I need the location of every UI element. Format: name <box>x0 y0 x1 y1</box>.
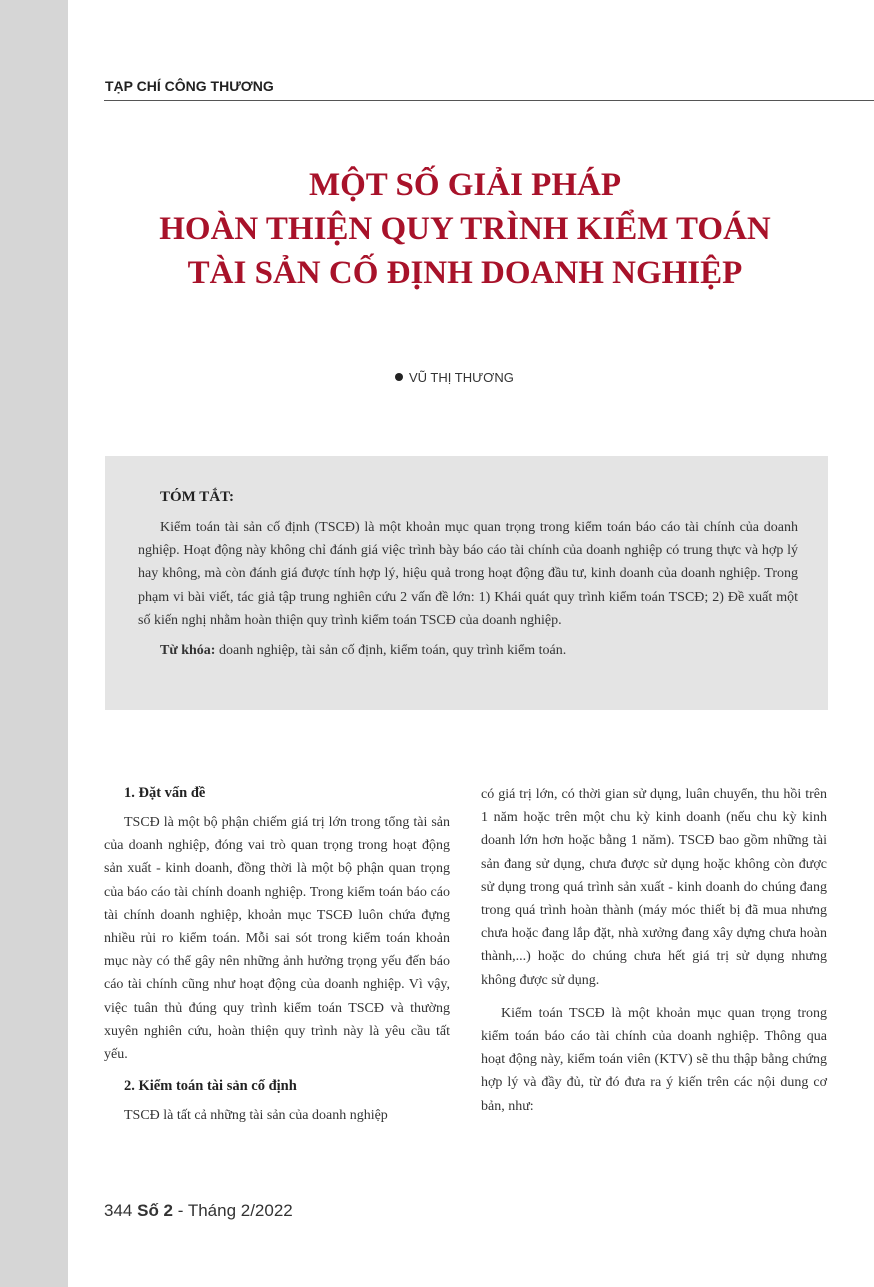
section-2-heading: 2. Kiểm toán tài sản cố định <box>124 1078 297 1095</box>
abstract-heading: TÓM TẮT: <box>160 489 235 505</box>
author-name: VŨ THỊ THƯƠNG <box>409 370 514 385</box>
author-line <box>395 370 514 385</box>
title-line-3: TÀI SẢN CỐ ĐỊNH DOANH NGHIỆP <box>187 255 743 291</box>
issue-date: - Tháng 2/2022 <box>173 1201 293 1220</box>
right-paragraph-1: có giá trị lớn, có thời gian sử dụng, luân chuyển, thu hồi trên 1 năm hoặc trên một chu kỳ kinh doanh (nếu chu kỳ kinh doanh lớn hơn hoặc bằng 1 năm). TSCĐ bao gồm những tài sản đang sử dụng, chưa được sử dụng hoặc không còn được sử dụng trong quá trình sản xuất - kinh doanh do chúng đang trong quá trình hoàn thành (máy móc thiết bị đã mua nhưng chưa hoặc đang lắp đặt, nhà xưởng đang xây dựng chưa hoàn thành,...) hoặc do chúng chưa hết giá trị sử dụng nhưng không được sử dụng. <box>481 787 827 988</box>
keywords-label: Từ khóa: <box>160 643 216 659</box>
keywords-line <box>138 639 798 662</box>
right-paragraph-2: Kiểm toán TSCĐ là một khoản mục quan trọng trong kiểm toán báo cáo tài chính của doanh nghiệp. Thông qua hoạt động này, kiểm toán viên (KTV) sẽ thu thập bằng chứng hợp lý và đầy đủ, từ đó đưa ra ý kiến trên các nội dung cơ bản, như: <box>481 1005 827 1114</box>
keywords-text: doanh nghiệp, tài sản cố định, kiểm toán, quy trình kiểm toán. <box>215 643 567 659</box>
section-1-heading: 1. Đặt vấn đề <box>124 785 206 801</box>
abstract-text: Kiểm toán tài sản cố định (TSCĐ) là một khoản mục quan trọng trong kiểm toán báo cáo tài chính của doanh nghiệp. Hoạt động này không chỉ đánh giá việc trình bày báo cáo tài chính của doanh nghiệp có trung thực và hợp lý hay không, mà còn đánh giá được tính hợp lý, hiệu quả trong hoạt động đầu tư, kinh doanh của doanh nghiệp. Trong phạm vi bài viết, tác giả tập trung nghiên cứu 2 vấn đề lớn: 1) Khái quát quy trình kiểm toán TSCĐ; 2) Đề xuất một số kiến nghị nhằm hoàn thiện quy trình kiểm toán TSCĐ của doanh nghiệp. <box>138 520 798 628</box>
journal-header: TẠP CHÍ CÔNG THƯƠNG <box>105 78 274 94</box>
section-1-paragraph: TSCĐ là một bộ phận chiếm giá trị lớn trong tổng tài sản của doanh nghiệp, đóng vai trò quan trọng trong hoạt động sản xuất - kinh doanh, đồng thời là một bộ phận quan trọng của báo cáo tài chính doanh nghiệp. Trong kiểm toán báo cáo tài chính doanh nghiệp, khoản mục TSCĐ luôn chứa đựng nhiều rủi ro kiểm toán. Mỗi sai sót trong kiểm toán khoản mục này có thể gây nên những ảnh hưởng trọng yếu đến báo cáo tài chính cũng như hoạt động của doanh nghiệp. Vì vậy, việc tuân thủ đúng quy trình kiểm toán TSCĐ và thường xuyên nghiên cứu, hoàn thiện quy trình này là yêu cầu tất yếu. <box>104 815 450 1063</box>
abstract-body <box>138 516 798 662</box>
right-column <box>481 783 827 1128</box>
title-line-1: MỘT SỐ GIẢI PHÁP <box>308 167 621 203</box>
page-footer <box>104 1201 293 1221</box>
page-margin-strip <box>0 0 68 1287</box>
title-line-2: HOÀN THIỆN QUY TRÌNH KIỂM TOÁN <box>159 211 771 247</box>
article-title <box>100 163 830 295</box>
section-2-paragraph: TSCĐ là tất cả những tài sản của doanh nghiệp <box>124 1108 388 1124</box>
issue-label: Số 2 <box>137 1201 174 1220</box>
bullet-icon <box>395 373 403 381</box>
left-column <box>104 783 450 1137</box>
page-number: 344 <box>104 1201 133 1220</box>
header-divider <box>104 100 874 101</box>
